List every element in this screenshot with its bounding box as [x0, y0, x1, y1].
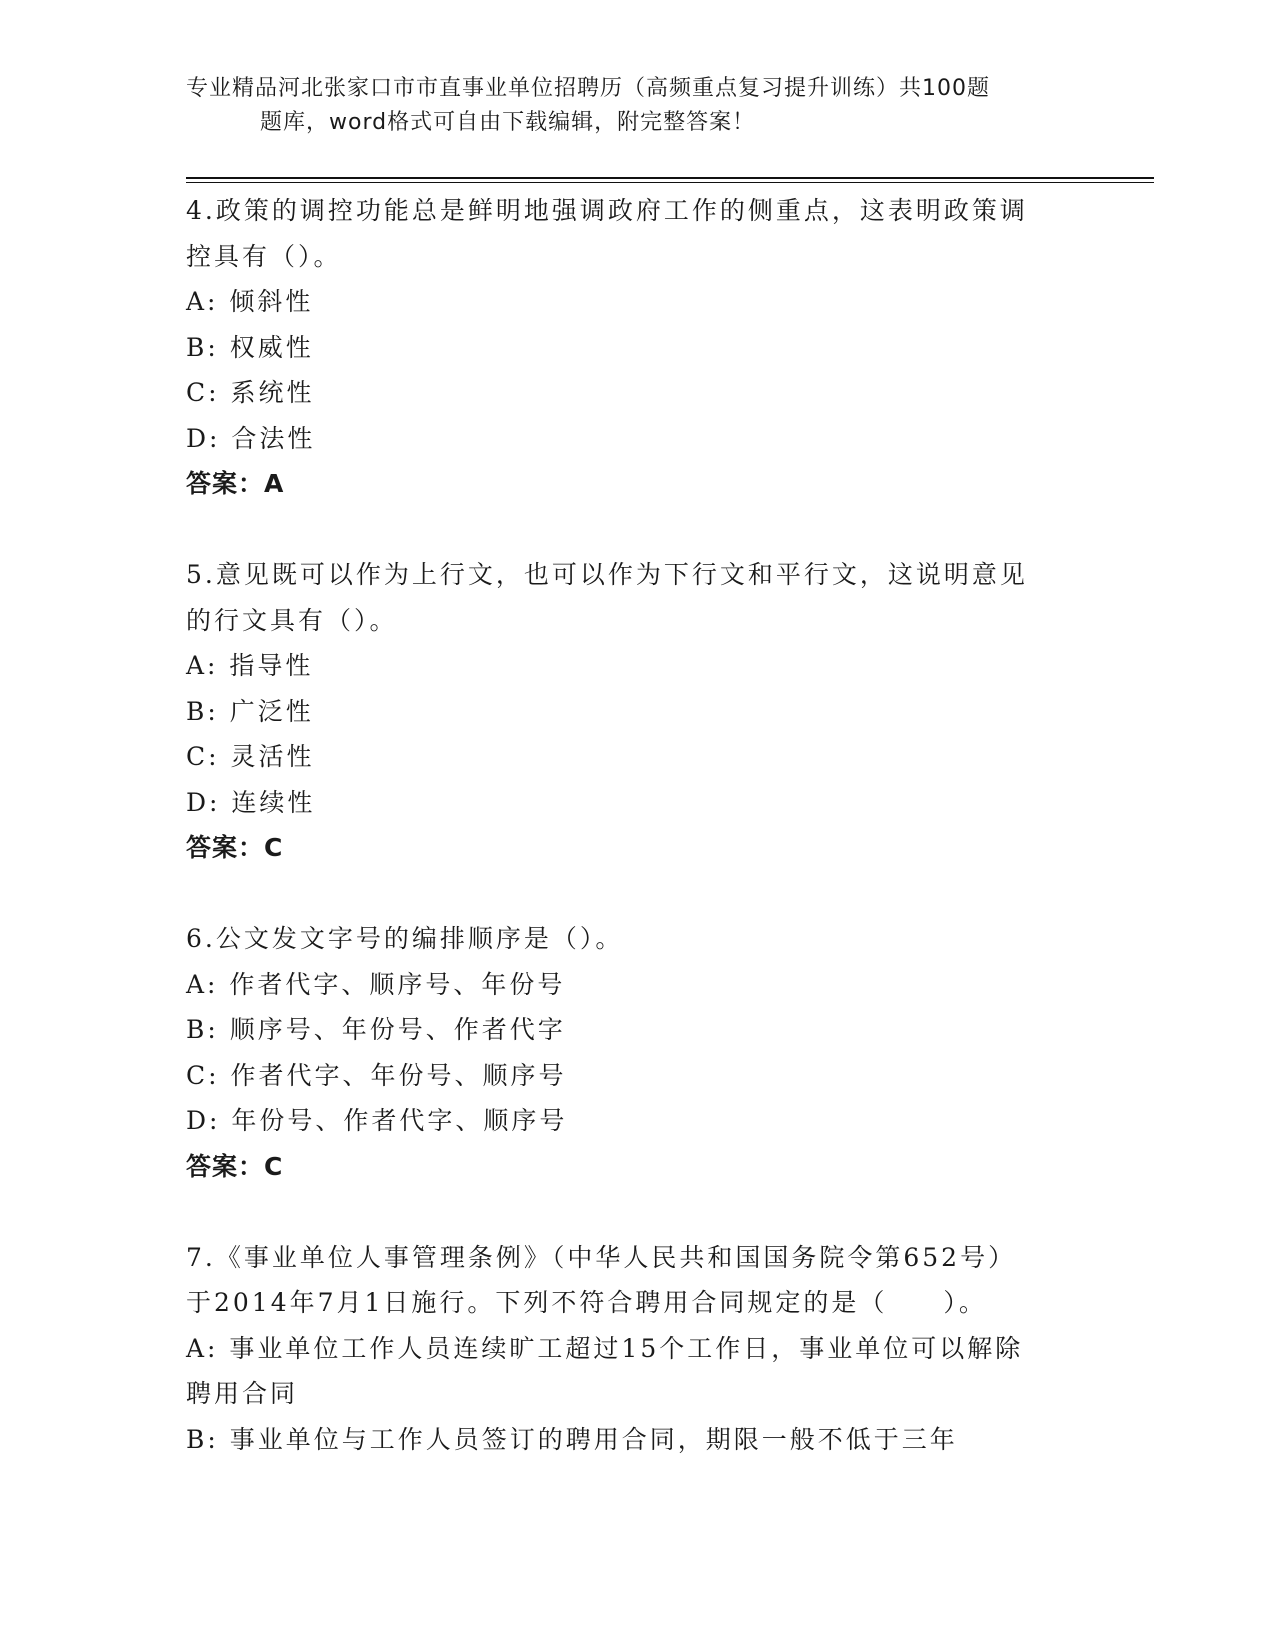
question-item — [186, 188, 1066, 507]
option-a: A: 倾斜性 — [186, 287, 314, 316]
option-a: A: 事业单位工作人员连续旷工超过15个工作日，事业单位可以解除 — [186, 1333, 1024, 1363]
question-stem: 6.公文发文字号的编排顺序是（）。 — [186, 924, 624, 953]
question-item — [186, 916, 1066, 1189]
header-divider-thin — [186, 182, 1154, 183]
question-stem: 于2014年7月1日施行。下列不符合聘用合同规定的是（ ）。 — [186, 1288, 987, 1317]
option-c: C: 作者代字、年份号、顺序号 — [186, 1060, 567, 1090]
option-c: C: 系统性 — [186, 378, 315, 407]
header-title-line-2: 题库，word格式可自由下载编辑，附完整答案！ — [260, 110, 756, 135]
option-a: A: 指导性 — [186, 651, 314, 680]
document-header — [186, 72, 1056, 140]
question-item — [186, 1235, 1066, 1463]
option-d: D: 连续性 — [186, 787, 316, 817]
question-stem: 控具有（）。 — [186, 241, 342, 271]
question-list — [186, 188, 1066, 1462]
question-stem: 5.意见既可以作为上行文，也可以作为下行文和平行文，这说明意见 — [186, 560, 1028, 589]
answer-label: 答案：C — [186, 833, 284, 862]
option-b: B: 事业单位与工作人员签订的聘用合同，期限一般不低于三年 — [186, 1424, 958, 1454]
question-spacer — [186, 1189, 1066, 1235]
question-item — [186, 552, 1066, 871]
question-stem: 4.政策的调控功能总是鲜明地强调政府工作的侧重点，这表明政策调 — [186, 196, 1028, 225]
option-b: B: 权威性 — [186, 332, 314, 362]
option-b: B: 顺序号、年份号、作者代字 — [186, 1015, 566, 1044]
answer-label: 答案：A — [186, 469, 285, 498]
option-a-continued: 聘用合同 — [186, 1379, 299, 1408]
header-title-line-1: 专业精品河北张家口市市直事业单位招聘历（高频重点复习提升训练）共100题 — [186, 76, 990, 101]
option-c: C: 灵活性 — [186, 742, 315, 771]
question-spacer — [186, 871, 1066, 917]
option-d: D: 年份号、作者代字、顺序号 — [186, 1106, 568, 1135]
option-a: A: 作者代字、顺序号、年份号 — [186, 969, 566, 999]
question-stem: 的行文具有（）。 — [186, 605, 398, 635]
question-spacer — [186, 507, 1066, 553]
option-b: B: 广泛性 — [186, 696, 314, 726]
answer-label: 答案：C — [186, 1151, 284, 1181]
question-stem: 7.《事业单位人事管理条例》（中华人民共和国国务院令第652号） — [186, 1242, 1017, 1272]
option-d: D: 合法性 — [186, 423, 316, 453]
header-divider-thick — [186, 177, 1154, 179]
